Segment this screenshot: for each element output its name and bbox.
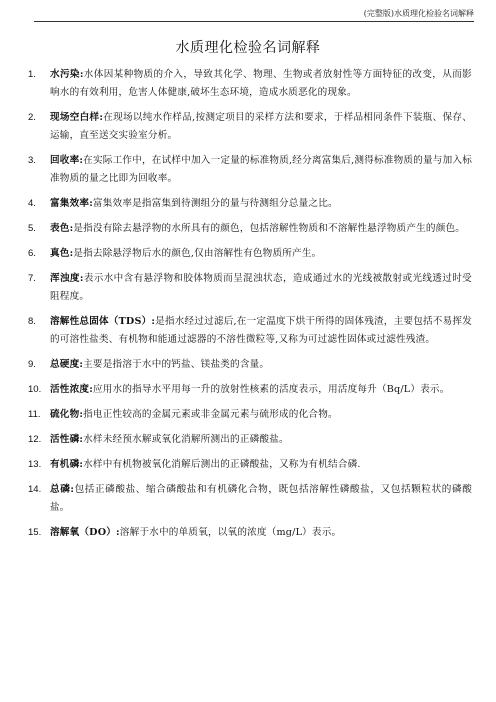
item-text (50, 313, 472, 349)
item-definition: 溶解于水中的单质氧，以氧的浓度（mg/L）表示。 (119, 527, 342, 538)
item-separator: : (79, 459, 84, 470)
item-number: 15. (28, 527, 42, 538)
glossary-item (28, 313, 472, 349)
item-separator: : (79, 273, 84, 284)
glossary-item (28, 152, 472, 188)
item-text (50, 220, 472, 238)
item-definition: 是指去除悬浮物后水的颜色,仅由溶解性有色物质所产生。 (73, 248, 322, 259)
item-number: 11. (28, 409, 41, 420)
item-text (50, 524, 472, 542)
glossary-item (28, 381, 472, 399)
item-separator: : (70, 484, 75, 495)
item-separator: : (79, 69, 84, 80)
item-definition: 主要是指溶于水中的钙盐、镁盐类的含量。 (83, 359, 270, 370)
item-text (50, 381, 472, 399)
item-term: 真色 (50, 248, 70, 259)
glossary-item (28, 270, 472, 306)
item-definition: 在现场以纯水作样品,按测定项目的采样方法和要求，于样品相同条件下装瓶、保存、运输，直至送交实验室分析。 (50, 112, 473, 141)
item-definition: 是指没有除去悬浮物的水所具有的颜色，包括溶解性物质和不溶解性悬浮物质产生的颜色。 (73, 223, 466, 234)
glossary-item (28, 109, 472, 145)
item-separator: : (79, 359, 84, 370)
item-definition: 水样未经预水解或氧化消解所测出的正磷酸盐。 (83, 434, 289, 445)
item-text (50, 406, 472, 424)
item-number: 9. (28, 359, 36, 370)
glossary-item (28, 220, 472, 238)
item-separator: : (116, 527, 120, 538)
item-term: 活性磷 (50, 434, 80, 445)
document-title: 水质理化检验名词解释 (175, 40, 321, 56)
item-term: 有机磷 (50, 459, 80, 470)
item-text (50, 431, 472, 449)
item-term: 溶解氧（DO） (50, 527, 117, 538)
glossary-item (28, 245, 472, 263)
running-header: (完整版)水质理化检验名词解释 (363, 9, 474, 18)
item-number: 10. (28, 384, 42, 395)
item-separator: : (99, 112, 104, 123)
item-separator: : (69, 223, 74, 234)
item-separator: : (69, 248, 74, 259)
item-separator: : (89, 384, 93, 395)
item-number: 6. (28, 248, 36, 259)
item-number: 5. (28, 223, 36, 234)
item-term: 水污染 (50, 69, 80, 80)
item-text (50, 66, 472, 102)
item-number: 1. (28, 69, 36, 80)
item-term: 现场空白样 (50, 112, 100, 123)
item-separator: : (79, 434, 84, 445)
item-number: 13. (28, 459, 42, 470)
item-term: 浑浊度 (50, 273, 80, 284)
item-term: 溶解性总固体（TDS） (50, 316, 152, 327)
item-term: 总硬度 (50, 359, 80, 370)
item-separator: : (79, 155, 84, 166)
item-term: 回收率 (50, 155, 80, 166)
item-definition: 水样中有机物被氧化消解后测出的正磷酸盐，又称为有机结合磷. (83, 459, 361, 470)
item-definition: 包括正磷酸盐、缩合磷酸盐和有机磷化合物，既包括溶解性磷酸盐，又包括颗粒状的磷酸盐。 (50, 484, 472, 513)
item-number: 7. (28, 273, 36, 284)
item-text (50, 152, 472, 188)
item-number: 12. (28, 434, 42, 445)
glossary-list (28, 66, 472, 549)
item-text (50, 270, 472, 306)
item-definition: 指电正性较高的金属元素或非金属元素与硫形成的化合物。 (83, 409, 338, 420)
item-definition: 富集效率是指富集到待测组分的量与待测组分总量之比。 (92, 198, 338, 209)
item-text (50, 356, 472, 374)
item-term: 硫化物 (50, 409, 80, 420)
item-separator: : (89, 198, 93, 209)
item-definition: 应用水的指导水平用每一升的放射性核素的活度表示，用活度每升（Bq/L）表示。 (92, 384, 450, 395)
item-definition: 在实际工作中，在试样中加入一定量的标准物质,经分离富集后,测得标准物质的量与加入标准物质的量之比即为回收率。 (50, 155, 472, 184)
glossary-item (28, 66, 472, 102)
item-term: 富集效率 (50, 198, 90, 209)
item-term: 表色 (50, 223, 70, 234)
item-definition: 水体因某种物质的介入，导致其化学、物理、生物或者放射性等方面特征的改变，从而影响水的有效利用，危害人体健康,破坏生态环境，造成水质恶化的现象。 (50, 69, 472, 98)
item-text (50, 245, 472, 263)
header-rule (34, 21, 474, 22)
glossary-item (28, 406, 472, 424)
item-number: 2. (28, 112, 36, 123)
item-number: 3. (28, 155, 36, 166)
item-text (50, 109, 472, 145)
item-definition: 表示水中含有悬浮物和胶体物质而呈混浊状态，造成通过水的光线被散射或光线透过时受阻程度。 (50, 273, 472, 302)
item-definition: 是指水经过过滤后,在一定温度下烘干所得的固体残渣，主要包括不易挥发的可溶性盐类、有机物和能通过滤器的不溶性微粒等,又称为可过滤性固体或过滤性残渣。 (50, 316, 472, 345)
item-term: 活性浓度 (50, 384, 90, 395)
item-separator: : (151, 316, 156, 327)
item-text (50, 481, 472, 517)
item-number: 4. (28, 198, 36, 209)
item-text (50, 456, 472, 474)
glossary-item (28, 431, 472, 449)
item-text (50, 195, 472, 213)
glossary-item (28, 524, 472, 542)
glossary-item (28, 356, 472, 374)
item-number: 14. (28, 484, 42, 495)
item-term: 总磷 (50, 484, 71, 495)
glossary-item (28, 481, 472, 517)
item-number: 8. (28, 316, 36, 327)
glossary-item (28, 456, 472, 474)
item-separator: : (79, 409, 84, 420)
glossary-item (28, 195, 472, 213)
